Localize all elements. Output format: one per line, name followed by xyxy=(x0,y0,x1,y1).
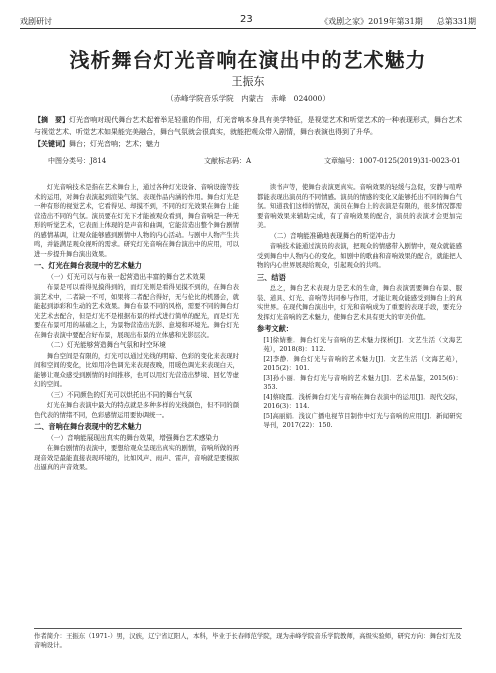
abstract-block xyxy=(34,114,462,150)
keywords-text: 舞台；灯光音响；艺术；魅力 xyxy=(69,140,160,148)
journal-name: 《戏剧之家》2019年第31期 xyxy=(320,17,423,26)
clc-number: 中图分类号：J814 xyxy=(48,157,107,165)
article-number: 文章编号：1007-0125(2019)31-0023-01 xyxy=(324,157,461,165)
reference-item: [1]徐婧雅．舞台灯光与音响的艺术魅力探析[J]．文艺生活（文海艺苑），2018(8)：112. xyxy=(263,335,462,353)
body-paragraph: 在舞台剧情的表演中，要想给观众呈现出真实的剧情，音响所做的再现音效是最能直接表现环境的，比如风声、雨声、雷声，音响就是要模拟出逼真的声音效果。 xyxy=(34,444,239,471)
abstract-text: 灯光音响对现代舞台艺术起着举足轻重的作用，灯光音响本身具有美学特征，是视觉艺术和听觉艺术的一种表现形式，舞台艺术与视觉艺术、听觉艺术如果能完美融合，舞台气氛就会很真实，就能把观众带入剧情，舞台表演也得到了升华。 xyxy=(34,116,463,136)
keywords-label: 【关键词】 xyxy=(34,139,69,148)
reference-item: [2]李静．舞台灯光与音响的艺术魅力[J]．文艺生活（文海艺苑），2015(2)：101. xyxy=(263,354,462,372)
body-paragraph: 布景是可以看得见摸得到的，而灯光则是看得见摸不到的，在舞台表演艺术中，二者缺一不可，如果将二者配合得好，无与伦比的机器会，就能起到添彩和生动的艺术效果。舞台布景不同的风格，需要不同的舞台灯光艺术去配合，但是灯光不是根据布景的样式进行简单的配光，而是灯光要在布景可用的基础之上，为景物营造出光影、意境和环境光。舞台灯光在舞台表演中要配合好布景，展现出布景的立体感和光影层次。 xyxy=(34,283,239,339)
section-label: 戏剧研讨 xyxy=(20,17,52,26)
running-header xyxy=(20,10,476,29)
subsection-heading: （一）音响能展现出真实的舞台效果，增强舞台艺术感染力 xyxy=(47,433,219,442)
section-heading: 一、灯光在舞台表现中的艺术魅力 xyxy=(34,261,142,270)
body-paragraph: 音响技术能通过演员的表演，把观众的情感带入剧情中，观众就能感受到舞台中人物内心的变化，如剧中的歌曲和音响效果的配合，就能把人物的内心世界展现给观众，引起观众的共鸣。 xyxy=(257,242,462,269)
page-number: 23 xyxy=(240,14,253,25)
issue-number: 总第331期 xyxy=(436,17,476,26)
subsection-heading: （三）不同颜色的灯光可以烘托出不同的舞台气氛 xyxy=(47,390,193,399)
body-paragraph: 读书声等，使舞台表演更真实。音响效果的轻缓与急促，安静与喧哗都能表现出演员的不同情感。演员的情感的变化又能够托出不同的舞台气氛。知道我们这样的情况，演员在舞台上的表演是有限的，很多情况都需要音响效果来辅助完成，有了音响效果的配合，演员的表演才会更加完美。 xyxy=(257,183,462,229)
reference-item: [5]高丽娟．浅议广播电视节目制作中灯光与音响的应用[J]．新闻研究导刊，2017(22)：150. xyxy=(263,411,462,429)
body-paragraph: 灯光在舞台表演中最大的特点就是多种多样的光线颜色，但不同的颜色代表的情绪不同，色彩感情运用要协调统一。 xyxy=(34,401,239,419)
section-heading: 三、结语 xyxy=(257,272,286,282)
subsection-heading: （一）灯光可以与布景一起营造出丰富的舞台艺术效果 xyxy=(47,272,206,281)
left-column xyxy=(34,183,239,473)
body-paragraph: 总之，舞台艺术表现力是艺术的生命，舞台表演需要舞台布景、服装、道具、灯光、音响等共同参与作用，才能让观众能感受到舞台上的真实世界。在现代舞台演出中，灯光和音响成为了重要的表现手段，要充分发挥灯光音响的艺术魅力，使舞台艺术具有更大的审美价值。 xyxy=(257,284,462,321)
journal-info xyxy=(306,16,476,27)
abstract-label: 【摘 要】 xyxy=(34,115,70,124)
body-paragraph: 舞台空间是有限的，灯光可以通过光线的明暗、色彩的变化来表现时间和空间的变化，比如用冷色调光来表现夜晚，用暖色调光来表现白天，能够让观众感受到剧情的时间推移，也可以用灯光营造出梦境、回忆等虚幻的空间。 xyxy=(34,351,239,388)
author-footnote: 作者简介：王振东（1971-）男，汉族，辽宁省辽阳人，本科，毕业于长春师范学院，现为赤峰学院音乐学院教师，高级实验师，研究方向：舞台灯光及音响设计。 xyxy=(34,628,462,650)
right-column xyxy=(257,183,462,431)
subsection-heading: （二）灯光能够营造舞台气氛和时空环境 xyxy=(47,341,166,349)
affiliation: （赤峰学院音乐学院 内蒙古 赤峰 024000） xyxy=(166,94,330,103)
article-title: 浅析舞台灯光音响在演出中的艺术魅力 xyxy=(69,48,427,72)
reference-item: [3]孙小丽．舞台灯光与音响的艺术魅力[J]．艺术品鉴，2015(6)：353. xyxy=(263,373,462,391)
document-code: 文献标志码：A xyxy=(204,157,252,165)
subsection-heading: （二）音响能准确地表现舞台的听觉冲击力 xyxy=(270,231,396,240)
section-heading: 参考文献： xyxy=(257,324,293,333)
reference-item: [4]蔡晓霞．浅析舞台灯光与音响在舞台表演中的运用[J]．现代交际，2016(3)：114. xyxy=(263,392,462,410)
section-heading: 二、音响在舞台表现中的艺术魅力 xyxy=(34,422,142,431)
body-paragraph: 灯光音响技术是指在艺术舞台上，通过各种灯光设备、音响设施等技术的运用，对舞台表演起到渲染气氛、表现作品内涵的作用。舞台灯光是一种有形的视觉艺术，它看得见、却摸不到，不同的灯光效果在舞台上能营造出不同的气氛。演员要在灯光下才能被观众看到，舞台音响是一种无形的听觉艺术，它表面上体现的是声音和曲调，它能营造出整个舞台剧情的感情基调，让观众能够感到剧情中人物的内心活动。与剧中人物产生共鸣，并能满足观众视听的需求。研究灯光音响在舞台演出中的应用，可以进一步提升舞台演出效果。 xyxy=(34,183,239,258)
author-name: 王振东 xyxy=(231,75,265,88)
